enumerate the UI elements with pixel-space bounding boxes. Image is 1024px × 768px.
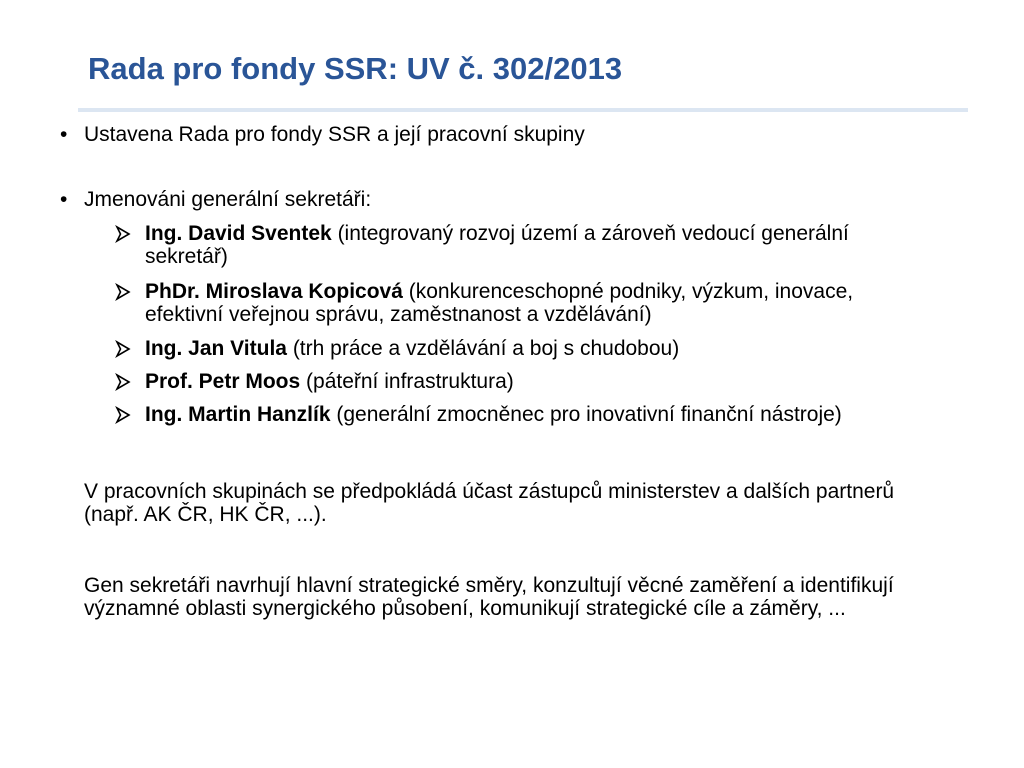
secretary-text (145, 337, 925, 360)
secretary-name: Ing. Jan Vitula (145, 337, 287, 360)
secretary-name: Prof. Petr Moos (145, 370, 301, 393)
secretary-description: (generální zmocněnec pro inovativní finanční nástroje) (330, 403, 842, 426)
secretary-text (145, 280, 925, 326)
secretary-description: (trh práce a vzdělávání a boj s chudobou) (286, 337, 680, 360)
bullet-text: Jmenováni generální sekretáři: (84, 188, 372, 211)
title-divider (78, 108, 968, 112)
arrowhead-outline-icon (114, 225, 132, 243)
secretary-description: (integrovaný rozvoj území a zároveň vedoucí generální sekretář) (145, 222, 849, 268)
arrowhead-outline-icon (114, 283, 132, 301)
secretary-name: Ing. Martin Hanzlík (145, 403, 331, 426)
paragraph: Gen sekretáři navrhují hlavní strategické směry, konzultují věcné zaměření a identifikují významné oblasti synergického působení, komunikují strategické cíle a záměry, ... (84, 574, 894, 620)
secretary-name: PhDr. Miroslava Kopicová (145, 280, 403, 303)
secretary-description: (páteřní infrastruktura) (300, 370, 514, 393)
page-title: Rada pro fondy SSR: UV č. 302/2013 (88, 51, 623, 86)
secretary-description: (konkurenceschopné podniky, výzkum, inovace, efektivní veřejnou správu, zaměstnanost a vzdělávání) (145, 280, 854, 326)
paragraph: V pracovních skupinách se předpokládá účast zástupců ministerstev a dalších partnerů (např. AK ČR, HK ČR, ...). (84, 480, 895, 526)
secretary-text (145, 370, 925, 393)
arrowhead-outline-icon (114, 406, 132, 424)
secretary-name: Ing. David Sventek (145, 222, 332, 245)
arrowhead-outline-icon (114, 373, 132, 391)
secretary-text (145, 403, 925, 426)
bullet-dot: • (60, 123, 68, 146)
bullet-dot: • (60, 188, 68, 211)
bullet-text: Ustavena Rada pro fondy SSR a její pracovní skupiny (84, 123, 585, 146)
secretary-text (145, 222, 925, 268)
arrowhead-outline-icon (114, 340, 132, 358)
